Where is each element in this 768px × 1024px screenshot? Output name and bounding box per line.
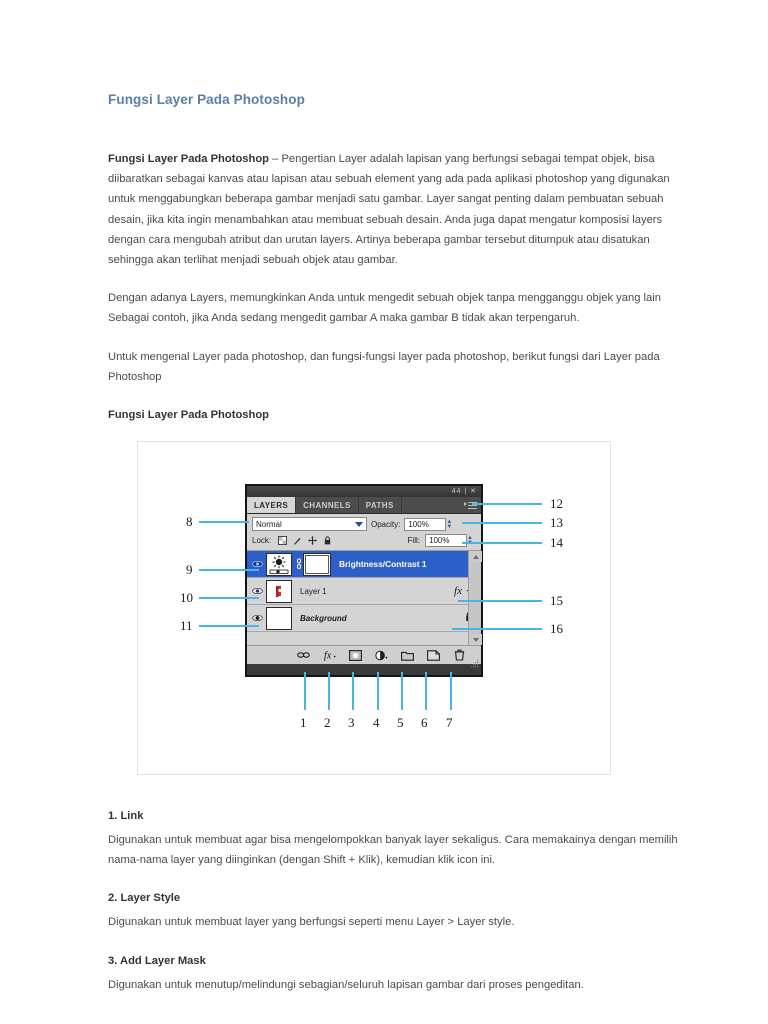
callout-number-1: 1 [300, 715, 307, 730]
paragraph-1-lead: Fungsi Layer Pada Photoshop [108, 153, 269, 165]
callout-line-11 [199, 625, 259, 627]
layer-row[interactable] [247, 578, 481, 605]
callout-line-13 [462, 522, 542, 524]
brightness-contrast-icon [267, 554, 291, 575]
add-layer-mask-icon[interactable] [349, 649, 362, 662]
layer-list-scrollbar[interactable] [468, 551, 481, 645]
item-2-body: Digunakan untuk membuat layer yang berfungsi seperti menu Layer > Layer style. [108, 916, 515, 929]
section-heading: Fungsi Layer Pada Photoshop [108, 409, 269, 422]
chain-link-icon [297, 650, 310, 660]
scroll-up-button[interactable] [469, 551, 482, 562]
layer-row[interactable] [247, 551, 481, 578]
lock-transparent-pixels-icon[interactable] [278, 536, 287, 545]
blend-mode-row [247, 514, 481, 533]
callout-line-14 [462, 542, 542, 544]
folder-icon [401, 650, 414, 661]
callout-line-7 [450, 672, 452, 710]
blank-thumbnail-icon [267, 608, 291, 629]
link-layers-icon[interactable] [297, 649, 310, 662]
item-2-heading: 2. Layer Style [108, 892, 181, 905]
callout-number-12: 12 [550, 496, 563, 511]
callout-number-9: 9 [186, 562, 193, 577]
new-group-icon[interactable] [401, 649, 414, 662]
layer-visibility-toggle[interactable] [249, 560, 266, 568]
photoshop-layers-panel[interactable] [245, 484, 483, 677]
chevron-down-icon [355, 522, 363, 527]
callout-number-11: 11 [180, 618, 193, 633]
lock-label: Lock: [252, 536, 272, 545]
callout-line-8 [199, 521, 249, 523]
callout-line-16 [452, 628, 542, 630]
callout-number-14: 14 [550, 535, 563, 550]
opacity-label: Opacity: [371, 519, 401, 529]
paragraph-2: Dengan adanya Layers, memungkinkan Anda untuk mengedit sebuah objek tanpa mengganggu objek yang lain Sebagai contoh, jika Anda sedang mengedit gambar A maka gambar B tidak akan terpengaruh. [108, 292, 661, 325]
scroll-down-button[interactable] [469, 634, 482, 645]
item-1-heading: 1. Link [108, 810, 144, 822]
layer-row[interactable] [247, 605, 481, 632]
lock-position-icon[interactable] [308, 536, 317, 545]
paragraph-1-text: – Pengertian Layer adalah lapisan yang berfungsi sebagai tempat objek, bisa diibaratkan sebagai kanvas atau lapisan atau sebuah element yang ada pada aplikasi photoshop yang digunakan untuk menggabungkan beberapa gambar menjadi satu gambar. Layer sangat penting dalam pembuatan sebuah desain, jika kita ingin menambahkan atau membuat sebuah desain. Anda juga dapat mengatur komposisi layers dengan cara mengubah atribut dan urutan layers. Artinya beberapa gambar tersebut ditumpuk atau disatukan sehingga akan terlihat menjadi sebuah objek atau gambar. [108, 153, 670, 267]
callout-line-6 [425, 672, 427, 710]
blend-mode-value: Normal [256, 519, 282, 529]
panel-window-controls[interactable]: 44 | ✕ [451, 488, 477, 495]
article-content [108, 92, 681, 429]
callout-line-15 [458, 600, 542, 602]
fill-label: Fill: [407, 536, 420, 545]
half-circle-icon [375, 650, 388, 661]
layer-visibility-toggle[interactable] [249, 614, 266, 622]
lock-all-icon[interactable] [323, 536, 332, 545]
layer-name: Background [300, 613, 347, 623]
function-list [108, 806, 681, 1013]
item-3-body: Digunakan untuk menutup/melindungi sebagian/seluruh lapisan gambar dari proses pengeditan. [108, 978, 584, 991]
layer-mask-thumbnail[interactable] [303, 553, 331, 576]
callout-line-9 [199, 569, 259, 571]
callout-number-8: 8 [186, 514, 193, 529]
svg-text:fx: fx [323, 650, 331, 661]
tab-channels[interactable]: CHANNELS [296, 497, 359, 513]
blend-mode-select[interactable] [252, 517, 367, 531]
opacity-value: 100% [408, 519, 429, 529]
page-icon [427, 650, 440, 661]
callout-line-3 [352, 672, 354, 710]
item-1-body: Digunakan untuk membuat agar bisa mengelompokkan banyak layer sekaligus. Cara memakainya dengan memilih nama-nama layer yang diinginkan (dengan Shift + Klik), kemudian klik icon ini. [108, 834, 678, 867]
eye-icon [252, 560, 263, 568]
panel-footer-toolbar [247, 645, 481, 664]
callout-line-12 [472, 503, 542, 505]
fill-value: 100% [429, 536, 450, 545]
callout-line-5 [401, 672, 403, 710]
panel-resize-gripper[interactable] [471, 655, 479, 663]
callout-number-10: 10 [180, 590, 193, 605]
new-adjustment-layer-icon[interactable] [375, 649, 388, 662]
delete-layer-icon[interactable] [453, 649, 466, 662]
callout-number-16: 16 [550, 621, 563, 636]
layer-name: Layer 1 [300, 586, 327, 596]
page-title: Fungsi Layer Pada Photoshop [108, 92, 305, 107]
callout-number-15: 15 [550, 593, 563, 608]
panel-body [247, 514, 481, 664]
mask-thumbnail-icon [304, 554, 330, 575]
item-3-heading: 3. Add Layer Mask [108, 954, 206, 967]
layer-thumbnail-adjustment[interactable] [266, 553, 292, 576]
layer-visibility-toggle[interactable] [249, 587, 266, 595]
layer-link-indicator-icon [295, 558, 303, 570]
layer-style-icon[interactable] [323, 649, 336, 662]
callout-number-5: 5 [397, 715, 404, 730]
eye-icon [252, 614, 263, 622]
callout-number-2: 2 [324, 715, 331, 730]
tab-paths[interactable]: PATHS [359, 497, 402, 513]
fill-stepper-icon[interactable]: ▲ [467, 535, 473, 541]
layer-content-icon [267, 581, 291, 602]
trash-icon [454, 649, 465, 661]
mask-rect-icon [349, 650, 362, 661]
callout-number-4: 4 [373, 715, 380, 730]
opacity-stepper-icon[interactable]: ▲ ▼ [446, 518, 453, 530]
triangle-up-icon [473, 555, 479, 559]
lock-row [247, 533, 481, 550]
fx-icon [323, 649, 336, 661]
callout-number-7: 7 [446, 715, 453, 730]
eye-icon [252, 587, 263, 595]
new-layer-icon[interactable] [427, 649, 440, 662]
callout-number-6: 6 [421, 715, 428, 730]
chain-icon [296, 558, 302, 570]
panel-titlebar [247, 486, 481, 497]
layer-thumbnail[interactable] [266, 580, 292, 603]
layer-list [247, 550, 481, 645]
paragraph-3: Untuk mengenal Layer pada photoshop, dan fungsi-fungsi layer pada photoshop, berikut fungsi dari Layer pada Photoshop [108, 350, 660, 383]
callout-line-10 [199, 597, 259, 599]
triangle-down-icon [473, 638, 479, 642]
callout-line-1 [304, 672, 306, 710]
callout-line-2 [328, 672, 330, 710]
callout-number-13: 13 [550, 515, 563, 530]
gripper-icon [471, 660, 479, 668]
callout-number-3: 3 [348, 715, 355, 730]
callout-line-4 [377, 672, 379, 710]
layer-thumbnail-background[interactable] [266, 607, 292, 630]
opacity-input[interactable] [404, 518, 453, 531]
lock-image-pixels-icon[interactable] [293, 536, 302, 545]
fill-input[interactable] [425, 534, 473, 547]
layer-name: Brightness/Contrast 1 [339, 559, 427, 569]
panel-tabs [247, 497, 481, 514]
layer-effects-icon[interactable]: fx [454, 585, 462, 597]
lock-icon-group [278, 536, 332, 545]
paragraph-1 [108, 149, 681, 270]
tab-layers[interactable]: LAYERS [247, 497, 296, 513]
